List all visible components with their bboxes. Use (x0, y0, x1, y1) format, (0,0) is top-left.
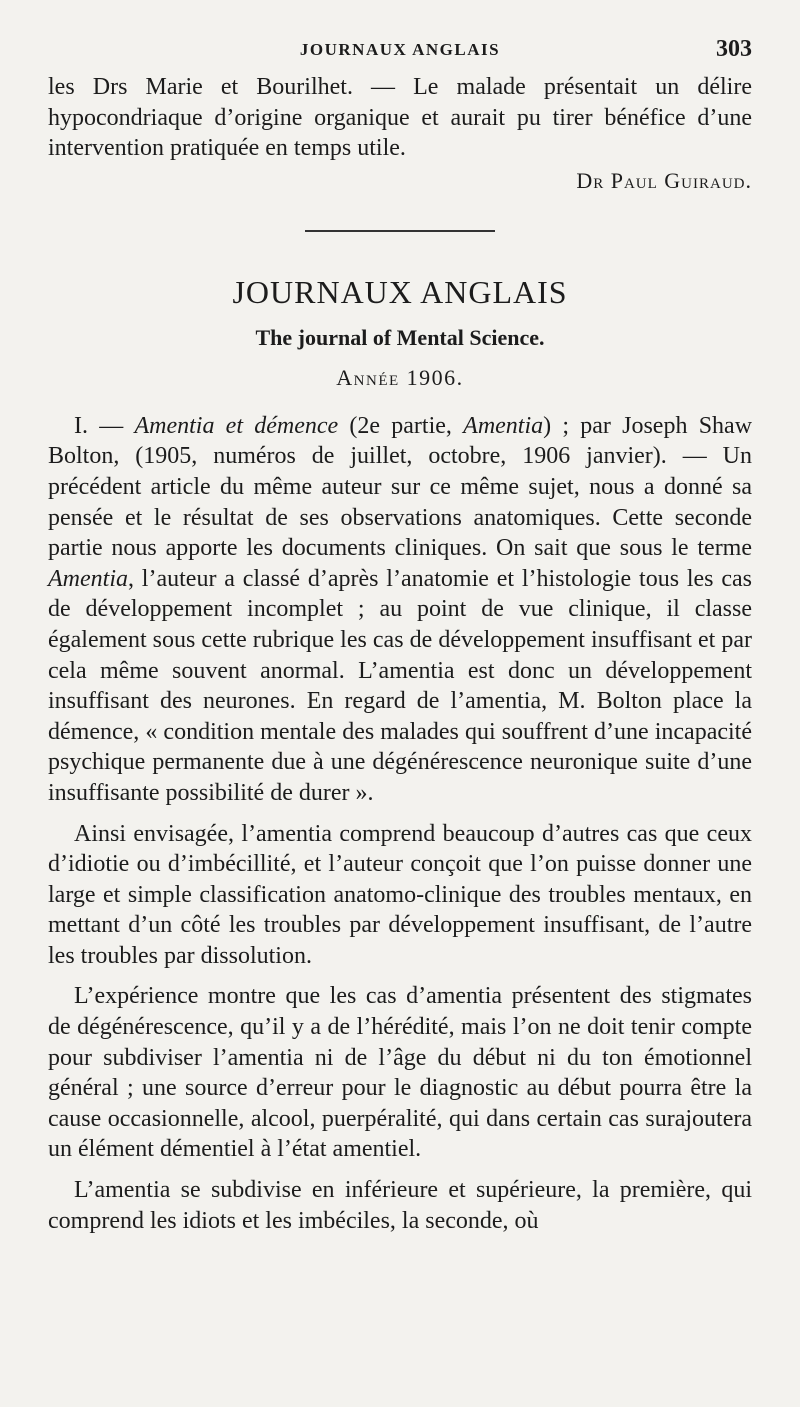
article-body-continued: , l’auteur a classé d’après l’anatomie et l’histologie tous les cas de développement incomplet ; au point de vue clinique, il classe également sous cette rubrique les cas de développement insuffisant et par cela même souvent anormal. L’amentia est donc un développement insuffisant des neurones. En regard de l’amentia, M. Bolton place la démence, « condition mentale des malades qui souffrent d’une incapacité psychique permanente due à une dégénérescence neuronique suite d’une insuffisante possibilité de durer ». (48, 565, 752, 806)
article-paragraph-4: L’amentia se subdivise en inférieure et supérieure, la première, qui comprend les idiots et les imbéciles, la seconde, où (48, 1177, 752, 1234)
section-title: JOURNAUX ANGLAIS (232, 273, 568, 310)
section-divider (305, 230, 495, 232)
article-title-amentia: Amentia (463, 412, 544, 439)
article-paragraph-3: L’expérience montre que les cas d’amentia présentent des stigmates de dégénérescence, qu’il y a de l’hérédité, mais l’on ne doit tenir compte pour subdiviser l’amentia ni de l’âge du début ni du ton émotionnel général ; une source d’erreur pour le diagnostic au début pourra être la cause occasionnelle, alcool, puerpéralité, qui dans certain cas surajoutera un élément démentiel à l’état amentiel. (48, 983, 752, 1163)
page-content (48, 32, 752, 1236)
article-numeral: I. — (74, 412, 124, 439)
previous-review-text: les Drs Marie et Bourilhet. — Le malade présentait un délire hypocondriaque d’origine organique et aurait pu tirer bénéfice d’une intervention pratiquée en temps utile. (48, 74, 752, 162)
article-paragraph-1 (48, 411, 752, 809)
reviewer-signature: Dr Paul Guiraud. (576, 167, 752, 193)
amentia-term: Amentia (48, 565, 128, 592)
running-title: JOURNAUX ANGLAIS (299, 40, 501, 59)
running-header (48, 32, 752, 72)
year-heading: Année 1906. (336, 364, 464, 390)
article-paragraph-2: Ainsi envisagée, l’amentia comprend beaucoup d’autres cas que ceux d’idiotie ou d’imbécillité, et l’auteur conçoit que l’on puisse donner une large et simple classification anatomo-clinique des troubles mentaux, en mettant d’un côté les troubles par développement insuffisant, de l’autre les troubles par dissolution. (48, 820, 752, 969)
journal-name: The journal of Mental Science. (255, 324, 545, 350)
article-body: ) ; par Joseph Shaw Bolton, (1905, numéros de juillet, octobre, 1906 janvier). — Un précédent article du même auteur sur ce même sujet, nous a donné sa pensée et le résultat de ses observations anatomiques. Cette seconde partie nous apporte les documents cliniques. On sait que sous le terme (48, 412, 753, 562)
page-number: 303 (716, 36, 752, 62)
article-title: Amentia et démence (134, 412, 339, 439)
article-title-part: (2e partie, (349, 412, 464, 439)
